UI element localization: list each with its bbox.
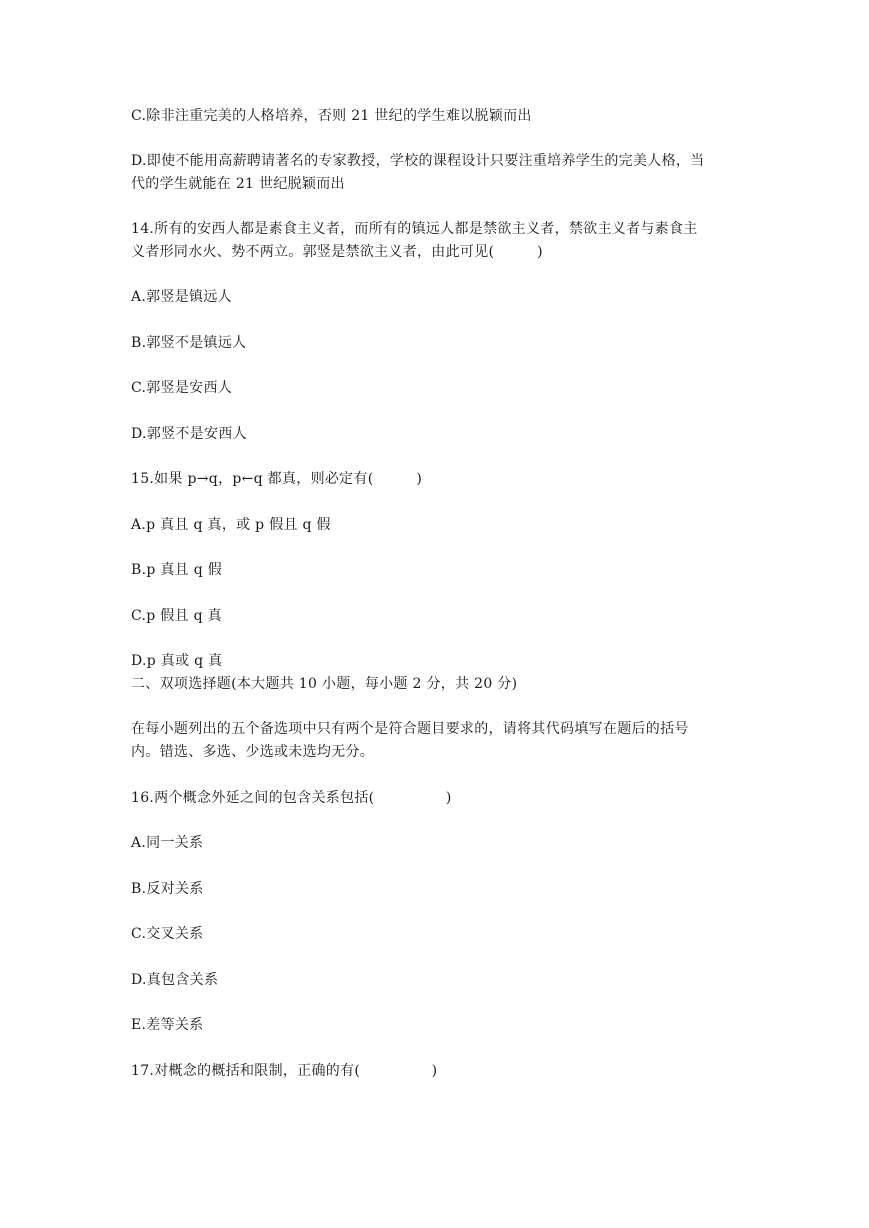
section-instructions-line2: 内。错选、多选、少选或未选均无分。: [131, 744, 375, 760]
option-16d: D.真包含关系: [131, 972, 219, 988]
option-16b: B.反对关系: [131, 881, 204, 897]
option-16a: A.同一关系: [131, 835, 204, 851]
section-instructions-line1: 在每小题列出的五个备选项中只有两个是符合题目要求的，请将其代码填写在题后的括号: [131, 721, 689, 737]
question-17: 17.对概念的概括和限制，正确的有( ): [131, 1063, 438, 1079]
option-14d: D.郭竖不是安西人: [131, 426, 247, 442]
question-15: 15.如果 p→q，p←q 都真，则必定有( ): [131, 471, 423, 487]
option-15a: A.p 真且 q 真，或 p 假且 q 假: [131, 517, 331, 533]
option-13c: C.除非注重完美的人格培养，否则 21 世纪的学生难以脱颖而出: [131, 108, 532, 124]
option-14b: B.郭竖不是镇远人: [131, 335, 247, 351]
option-14a: A.郭竖是镇远人: [131, 289, 232, 305]
option-16e: E.差等关系: [131, 1017, 204, 1033]
option-16c: C.交叉关系: [131, 926, 204, 942]
option-13d-line1: D.即使不能用高薪聘请著名的专家教授，学校的课程设计只要注重培养学生的完美人格，当: [131, 153, 705, 169]
section-heading: 二、双项选择题(本大题共 10 小题，每小题 2 分，共 20 分): [131, 676, 518, 692]
question-14-line1: 14.所有的安西人都是素食主义者，而所有的镇远人都是禁欲主义者，禁欲主义者与素食主: [131, 221, 698, 237]
option-13d-line2: 代的学生就能在 21 世纪脱颖而出: [131, 176, 345, 192]
option-15b: B.p 真且 q 假: [131, 562, 223, 578]
question-16: 16.两个概念外延之间的包含关系包括( ): [131, 790, 452, 806]
option-14c: C.郭竖是安西人: [131, 380, 233, 396]
question-14-line2: 义者形同水火、势不两立。郭竖是禁欲主义者，由此可见( ): [131, 244, 543, 260]
option-15d: D.p 真或 q 真: [131, 653, 223, 669]
option-15c: C.p 假且 q 真: [131, 608, 222, 624]
